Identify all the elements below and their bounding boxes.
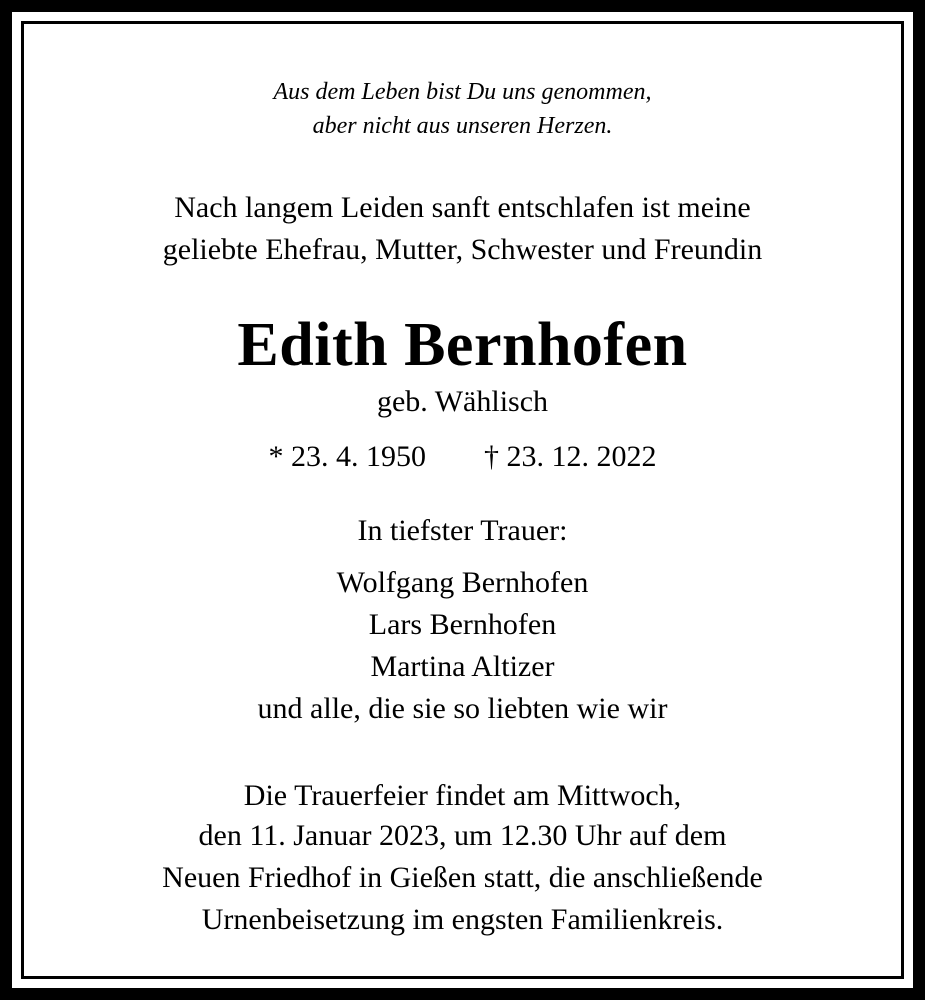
deceased-name: Edith Bernhofen	[237, 311, 688, 379]
mourner-name: Lars Bernhofen	[368, 608, 557, 641]
mourners-closing: und alle, die sie so liebten wie wir	[257, 692, 668, 725]
birth-date: * 23. 4. 1950	[268, 440, 426, 473]
death-date: † 23. 12. 2022	[484, 440, 657, 473]
life-dates	[24, 439, 901, 475]
intro-line-1: Nach langem Leiden sanft entschlafen ist meine	[174, 191, 751, 224]
obituary-notice	[24, 24, 901, 976]
funeral-line-1: Die Trauerfeier findet am Mittwoch,	[243, 779, 682, 812]
motto-line-1: Aus dem Leben bist Du uns genommen,	[273, 79, 652, 105]
mourners-heading: In tiefster Trauer:	[357, 514, 568, 547]
motto-line-2: aber nicht aus unseren Herzen.	[312, 113, 613, 139]
mourner-name: Wolfgang Bernhofen	[336, 566, 589, 599]
intro-line-2: geliebte Ehefrau, Mutter, Schwester und Freundin	[162, 233, 763, 266]
funeral-line-4: Urnenbeisetzung im engsten Familienkreis.	[201, 903, 724, 936]
maiden-name: geb. Wählisch	[376, 385, 549, 418]
mourner-name: Martina Altizer	[370, 650, 555, 683]
funeral-line-2: den 11. Januar 2023, um 12.30 Uhr auf dem	[198, 819, 727, 852]
funeral-line-3: Neuen Friedhof in Gießen statt, die anschließende	[162, 861, 763, 894]
